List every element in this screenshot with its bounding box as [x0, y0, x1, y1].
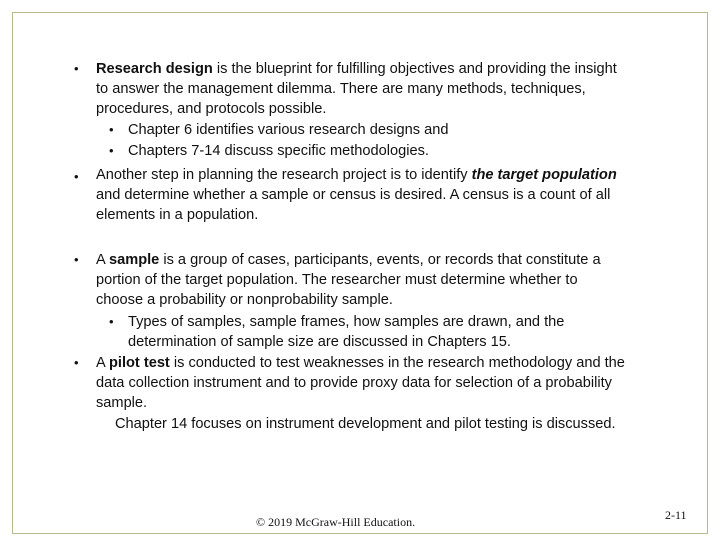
target-population-line-1 — [96, 165, 617, 185]
target-population-term: the target population — [471, 167, 617, 183]
sample-types-line-1: Types of samples, sample frames, how samples are drawn, and the — [128, 314, 565, 330]
sub-bullet-marker: • — [109, 143, 114, 158]
sample-line-2: portion of the target population. The researcher must determine whether to — [96, 272, 578, 288]
sample-term: sample — [108, 252, 160, 268]
text-span: Another step in planning the research project is to identify — [96, 167, 472, 183]
sample-line-3: choose a probability or nonprobability sample. — [96, 292, 393, 308]
research-design-line-2: to answer the management dilemma. There are many methods, techniques, — [96, 81, 586, 97]
text-span: is the blueprint for fulfilling objectives and providing the insight — [212, 61, 617, 77]
sample-line-1 — [96, 250, 601, 270]
pilot-test-term: pilot test — [108, 355, 170, 371]
slide — [12, 12, 708, 534]
pilot-test-line-2: data collection instrument and to provide proxy data for selection of a probability — [96, 375, 612, 391]
research-design-term: Research design — [96, 61, 213, 77]
bullet-marker: • — [74, 355, 79, 370]
text-span: is a group of cases, participants, events, or records that constitute a — [159, 252, 601, 268]
slide-body — [13, 13, 707, 533]
text-span: A — [96, 252, 109, 268]
text-span: is conducted to test weaknesses in the research methodology and the — [169, 355, 625, 371]
chapter-14-note: Chapter 14 focuses on instrument development and pilot testing is discussed. — [115, 416, 616, 432]
sub-bullet-marker: • — [109, 122, 114, 137]
target-population-line-2: and determine whether a sample or census is desired. A census is a count of all — [96, 187, 611, 203]
target-population-line-3: elements in a population. — [96, 207, 259, 223]
pilot-test-line-1 — [96, 353, 625, 373]
research-design-line-1 — [96, 59, 617, 79]
bullet-marker: • — [74, 61, 79, 76]
pilot-test-line-3: sample. — [96, 395, 148, 411]
page-number: 2-11 — [665, 508, 687, 522]
research-design-line-3: procedures, and protocols possible. — [96, 101, 327, 117]
chapter-6-note: Chapter 6 identifies various research designs and — [128, 122, 449, 138]
copyright-footer: © 2019 McGraw-Hill Education. — [256, 515, 416, 529]
bullet-marker: • — [74, 169, 79, 184]
chapters-7-14-note: Chapters 7-14 discuss specific methodologies. — [128, 143, 429, 159]
bullet-marker: • — [74, 252, 79, 267]
text-span: A — [96, 355, 109, 371]
sample-types-line-2: determination of sample size are discussed in Chapters 15. — [128, 334, 511, 350]
sub-bullet-marker: • — [109, 314, 114, 329]
